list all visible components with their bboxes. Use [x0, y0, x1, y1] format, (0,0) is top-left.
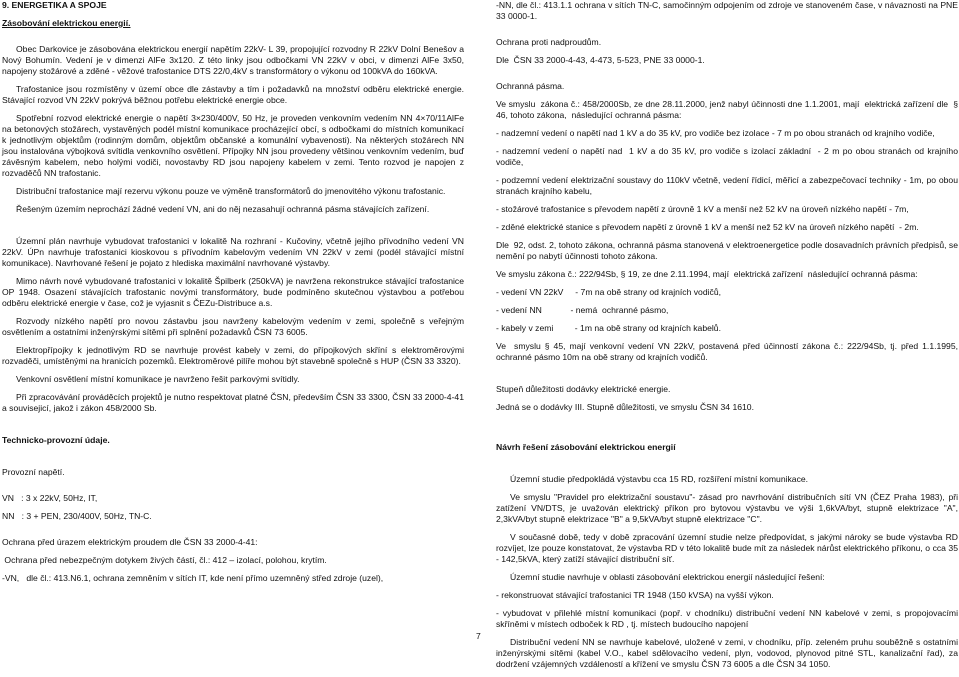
overcurrent-title: Ochrana proti nadproudům.: [496, 37, 602, 47]
paragraph: Ve smyslu "Pravidel pro elektrizační soustavu"- zásad pro navrhování distribučních sítí VN (ČEZ Praha 1983), při zatížení VN/DTS, je uvažován elektrický příkon pro bytovou výstavbu ve výši 1,6kVA/byt, stupně elektrizace "A", 2,3kVA/byt stupně elektrizace "B" a 9,5kVA/byt stupně elektrizace "C".: [496, 492, 958, 524]
paragraph: V současné době, tedy v době zpracování územní studie nelze předpovídat, s jakými nároky se bude výstavba RD rozvíjet, lze pouze konstatovat, že výstavba RD v této lokalitě bude mít za následek nárůst elektrického příkonu, o cca 35 - 142,5kVA, který zatíží stávající distribuční síť.: [496, 532, 958, 564]
paragraph: Venkovní osvětlení místní komunikace je navrženo řešit parkovými svítidly.: [16, 374, 300, 384]
paragraph: Územní studie navrhuje v oblasti zásobování elektrickou energií následující řešení:: [510, 572, 825, 582]
paragraph: Při zpracovávání prováděcích projektů je nutno respektovat platné ČSN, především ČSN 33 3300, ČSN 33 2000-4-41 a souvisejicí, jakož i zákon 458/2000 Sb.: [2, 392, 464, 413]
paragraph: Distribuční trafostanice mají rezervu výkonu pouze ve výměně transformátorů do jmenovitého výkonu trafostanic.: [16, 186, 446, 196]
zone-line: - vedení VN 22kV - 7m na obě strany od krajních vodičů,: [496, 287, 721, 297]
zone-line: Ve smyslu zákona č.: 458/2000Sb, ze dne 28.11.2000, jenž nabyl účinnosti dne 1.1.2001, mají elektrická zařízení dle § 46, tohoto zákona, následující ochranná pásma:: [496, 99, 958, 120]
supply-degree-title: Stupeň důležitosti dodávky elektrické energie.: [496, 384, 671, 394]
tech-data-heading: Technicko-provozní údaje.: [2, 435, 110, 445]
paragraph: Elektropřípojky k jednotlivým RD se navrhuje provést kabely v zemi, do přípojkových skříní s elektroměrovými rozvaděči, umístěnými na hranicích pozemků. Elektroměrové pilíře mohou být stavebně společně s HUP (ČSN 33 3320).: [2, 345, 464, 366]
paragraph: Spotřební rozvod elektrické energie o napětí 3×230/400V, 50 Hz, je proveden venkovním vedením NN 4×70/11AlFe na betonových stožárech, vystavěných podél místní komunikace procházející obcí, s odbočkami do místních komunikací k jednotlivým objektům (rodinným domům, objektům občanské a komunální vybavenosti). Na některých stožárech NN jsou instalována výbojková svítidla venkovního osvětlení. Přípojky NN jsou provedeny většinou venkovním vedením, buď závěsným kabelem, nebo holými vodiči, novostavby RD jsou napojeny kabelem v zemi. Tento rozvod je napojen z rozvaděčů NN trafostanic.: [2, 113, 464, 178]
paragraph: Distribuční vedení NN se navrhuje kabelové, uložené v zemi, v chodníku, příp. zeleném pruhu souběžně s ostatními inženýrskými sítěmi (kabel V.O., kabel sdělovacího vedení, plyn, vodovod, plynovod pitné STL, kanalizační řad), za dodržení vzájemných vzdáleností a křížení ve smyslu ČSN 73 6005 a dle ČSN 34 1050.: [496, 637, 958, 669]
nn-protection-line: -NN, dle čl.: 413.1.1 ochrana v sítích TN-C, samočinným odpojením od zdroje ve stanoveném čase, v návaznosti na PNE 33 0000-1.: [496, 0, 958, 21]
zone-line: - podzemní vedení elektrizační soustavy do 110kV včetně, vedení řídicí, měřicí a zabezpečovací techniky - 1m, po obou stranách krajního kabelu,: [496, 175, 958, 196]
page-number: 7: [476, 631, 481, 641]
protection-line: -VN, dle čl.: 413.N6.1, ochrana zemněním v sítích IT, kde není přímo uzemněný střed zdroje (uzel),: [2, 573, 384, 583]
zone-line: - vedení NN - nemá ochranné pásmo,: [496, 305, 669, 315]
section-heading: 9. ENERGETIKA A SPOJE: [2, 0, 107, 10]
paragraph: - vybudovat v přilehlé místní komunikaci (popř. v chodníku) distribuční vedení NN kabelové v zemi, s propojovacími skříněmi v místech odboček k RD , tj. místech budoucího napojení: [496, 608, 958, 629]
zones-title: Ochranná pásma.: [496, 81, 565, 91]
operating-voltage-label: Provozní napětí.: [2, 467, 65, 477]
zone-line: - nadzemní vedení o napětí nad 1 kV a do 35 kV, pro vodiče s izolací základní - 2 m po obou stranách od krajního vodiče,: [496, 146, 958, 167]
protection-intro: Ochrana před úrazem elektrickým proudem dle ČSN 33 2000-4-41:: [2, 537, 258, 547]
paragraph: - rekonstruovat stávající trafostanici TR 1948 (150 kVSA) na vyšší výkon.: [496, 590, 774, 600]
supply-degree-text: Jedná se o dodávky III. Stupně důležitosti, ve smyslu ČSN 34 1610.: [496, 402, 754, 412]
protection-line: Ochrana před nebezpečným dotykem živých částí, čl.: 412 – izolací, polohou, krytím.: [2, 555, 327, 565]
zone-line: Ve smyslu § 45, mají venkovní vedení VN 22kV, postavená před účinností zákona č.: 222/94Sb, tj. před 1.1.1995, ochranné pásmo 10m na obě strany od krajních vodičů.: [496, 341, 958, 362]
vn-voltage-line: VN : 3 x 22kV, 50Hz, IT,: [2, 493, 98, 503]
paragraph: Trafostanice jsou rozmístěny v území obce dle zástavby a tím i požadavků na množství odběru elektrické energie. Stávající rozvod VN 22kV pokrývá běžnou potřebu elektrické energie obce.: [2, 84, 464, 105]
paragraph: Obec Darkovice je zásobována elektrickou energií napětím 22kV- L 39, propojující rozvodny R 22kV Dolní Benešov a Nový Bohumín. Vedení je v dimenzi AlFe 3x120. Z této linky jsou odbočkami VN 22kV v obci, v dimenzi AlFe 3x50, napojeny stožárové a zděné - věžové trafostanice DTS 22/0,4kV s transformátory o výkonu od 100kVA do 160kVA.: [2, 44, 464, 76]
zone-line: Ve smyslu zákona č.: 222/94Sb, § 19, ze dne 2.11.1994, mají elektrická zařízení následující ochranná pásma:: [496, 269, 918, 279]
nn-voltage-line: NN : 3 + PEN, 230/400V, 50Hz, TN-C.: [2, 511, 152, 521]
right-column: [496, 0, 958, 677]
zone-line: - nadzemní vedení o napětí nad 1 kV a do 35 kV, pro vodiče bez izolace - 7 m po obou stranách od krajního vodiče,: [496, 128, 935, 138]
paragraph: Mimo návrh nové vybudované trafostanici v lokalitě Špilberk (250kVA) je navržena rekonstrukce stávající trafostanice OP 1948. Osazení stávajících trafostanic novými transformátory, bude podmíněno skutečnou výstavbou a potřebou odběru elektrické energie v čase, což je vyjasnit s ČEZu-Distribuce a.s.: [2, 276, 464, 308]
overcurrent-standard: Dle ČSN 33 2000-4-43, 4-473, 5-523, PNE 33 0000-1.: [496, 55, 705, 65]
zone-line: - zděné elektrické stanice s převodem napětí z úrovně 1 kV a menší než 52 kV na úroveň nízkého napětí - 2m.: [496, 222, 919, 232]
zone-line: - stožárové trafostanice s převodem napětí z úrovně 1 kV a menší než 52 kV na úroveň nízkého napětí - 7m,: [496, 204, 909, 214]
paragraph: Řešeným územím neprochází žádné vedení VN, ani do něj nezasahují ochranná pásma stávajících zařízení.: [16, 204, 430, 214]
paragraph: Rozvody nízkého napětí pro novou zástavbu jsou navrženy kabelovým vedením v zemi, společně s veřejným osvětlením a ostatními inženýrskými sítěmi při splnění požadavků ČSN 73 6005.: [2, 316, 464, 337]
paragraph: Územní plán navrhuje vybudovat trafostanici v lokalitě Na rozhraní - Kučoviny, včetně jejího přívodního vedení VN 22kV. ÚPn navrhuje trafostanici kioskovou s přívodním kabelovým vedením VN 22kV v zemi (podél stávající místní komunikace). Navrhované řešení je pojato z hlediska maximální navrhované výstavby.: [2, 236, 464, 268]
paragraph: Územní studie předpokládá výstavbu cca 15 RD, rozšíření místní komunikace.: [510, 474, 809, 484]
design-heading: Návrh řešení zásobování elektrickou energií: [496, 442, 676, 452]
zone-line: - kabely v zemi - 1m na obě strany od krajních kabelů.: [496, 323, 721, 333]
subheading-power-supply: Zásobování elektrickou energií.: [2, 18, 131, 28]
left-column: [2, 0, 464, 591]
zone-line: Dle 92, odst. 2, tohoto zákona, ochranná pásma stanovená v elektroenergetice podle dosavadních právních předpisů, se nemění po nabytí účinnosti tohoto zákona.: [496, 240, 958, 261]
